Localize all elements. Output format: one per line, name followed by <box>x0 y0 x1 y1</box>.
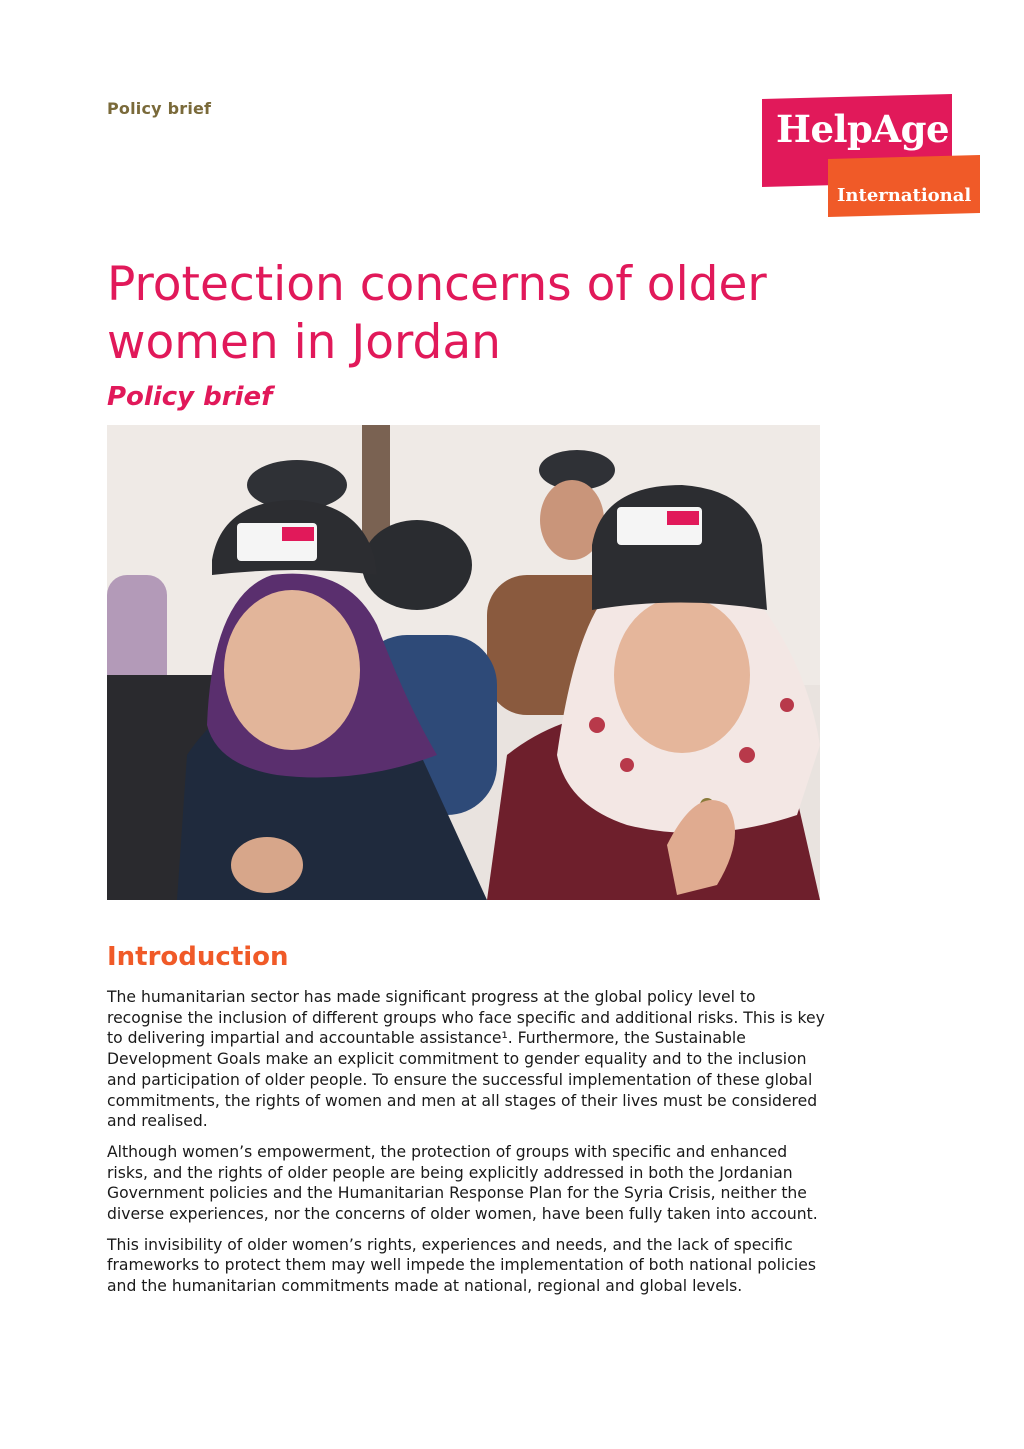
page-subtitle: Policy brief <box>107 382 273 412</box>
introduction-paragraph: The humanitarian sector has made significant progress at the global policy level to recognise the inclusion of different groups who face specific and additional risks. This is key to delivering impartial and accountable assistance¹. Furthermore, the Sustainable Development Goals make an explicit commitment to gender equality and to the inclusion and participation of older people. To ensure the successful implementation of these global commitments, the rights of women and men at all stages of their lives must be considered and realised. <box>107 988 825 1131</box>
cover-photo <box>107 425 820 900</box>
introduction-paragraph: Although women’s empowerment, the protection of groups with specific and enhanced risks, and the rights of older people are being explicitly addressed in both the Jordanian Government policies and the Humanitarian Response Plan for the Syria Crisis, neither the diverse experiences, nor the concerns of older women, have been fully taken into account. <box>107 1142 818 1224</box>
logo-line1: HelpAge <box>776 107 950 151</box>
document-kicker: Policy brief <box>107 99 212 118</box>
introduction-body <box>107 987 827 1307</box>
cover-photo-illustration <box>107 425 820 900</box>
page-title: Protection concerns of older women in Jordan <box>107 257 767 370</box>
logo-line2: International <box>837 185 972 206</box>
helpage-logo <box>762 99 982 222</box>
introduction-heading: Introduction <box>107 942 289 972</box>
introduction-paragraph: This invisibility of older women’s rights, experiences and needs, and the lack of specific frameworks to protect them may well impede the implementation of both national policies and the humanitarian commitments made at national, regional and global levels. <box>107 1235 816 1296</box>
